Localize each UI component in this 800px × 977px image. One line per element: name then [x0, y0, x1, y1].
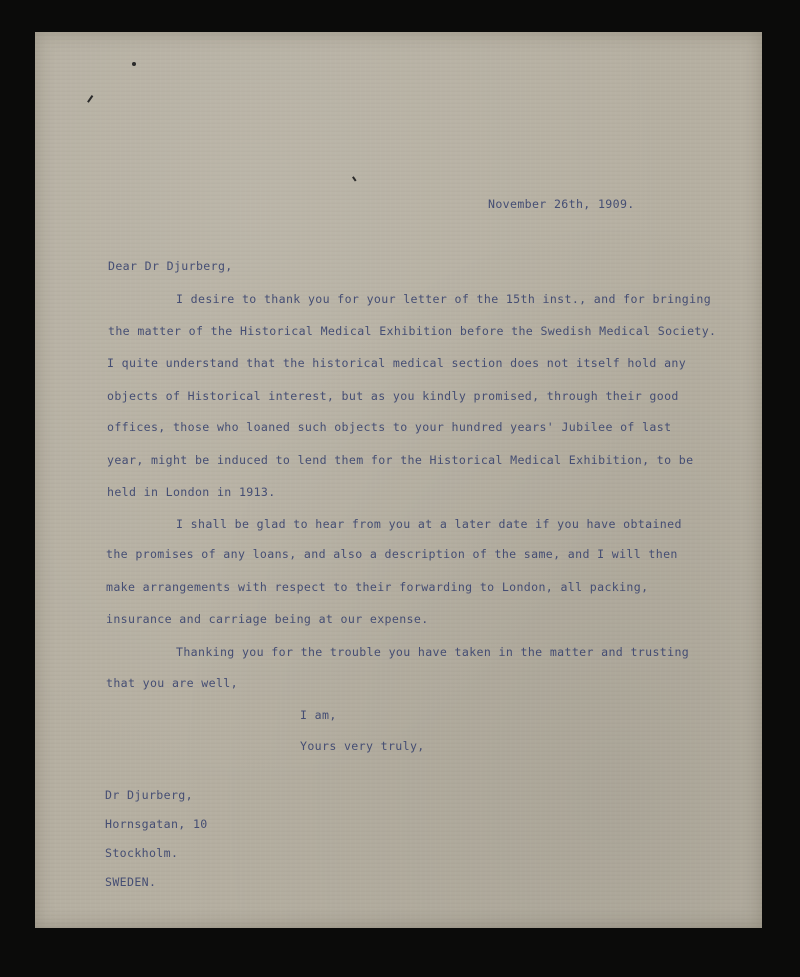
paragraph-2-line: make arrangements with respect to their forwarding to London, all packing, — [106, 580, 649, 594]
address-line: Hornsgatan, 10 — [105, 817, 208, 831]
paragraph-1-line: offices, those who loaned such objects to your hundred years' Jubilee of last — [107, 420, 672, 434]
paragraph-1-line: year, might be induced to lend them for the Historical Medical Exhibition, to be — [107, 453, 694, 467]
paragraph-1-line: the matter of the Historical Medical Exhibition before the Swedish Medical Society. — [108, 324, 717, 338]
paragraph-2-line: I shall be glad to hear from you at a later date if you have obtained — [176, 517, 682, 531]
address-line: Stockholm. — [105, 846, 179, 860]
paragraph-1-line: I quite understand that the historical medical section does not itself hold any — [107, 356, 687, 370]
paragraph-1-line: held in London in 1913. — [107, 485, 276, 499]
letter-date: November 26th, 1909. — [488, 197, 635, 211]
paragraph-3-line: Thanking you for the trouble you have taken in the matter and trusting — [176, 645, 690, 659]
address-line: SWEDEN. — [105, 875, 157, 889]
salutation: Dear Dr Djurberg, — [108, 259, 233, 273]
paragraph-2-line: insurance and carriage being at our expense. — [106, 612, 429, 626]
address-line: Dr Djurberg, — [105, 788, 193, 802]
paragraph-1-line: objects of Historical interest, but as you kindly promised, through their good — [107, 389, 679, 403]
closing-line: I am, — [300, 708, 337, 722]
closing-signoff: Yours very truly, — [300, 739, 425, 753]
paragraph-3-line: that you are well, — [106, 676, 238, 690]
paragraph-1-line: I desire to thank you for your letter of the 15th inst., and for bringing — [176, 292, 712, 306]
paragraph-2-line: the promises of any loans, and also a description of the same, and I will then — [106, 547, 678, 561]
ink-speck — [132, 62, 136, 66]
